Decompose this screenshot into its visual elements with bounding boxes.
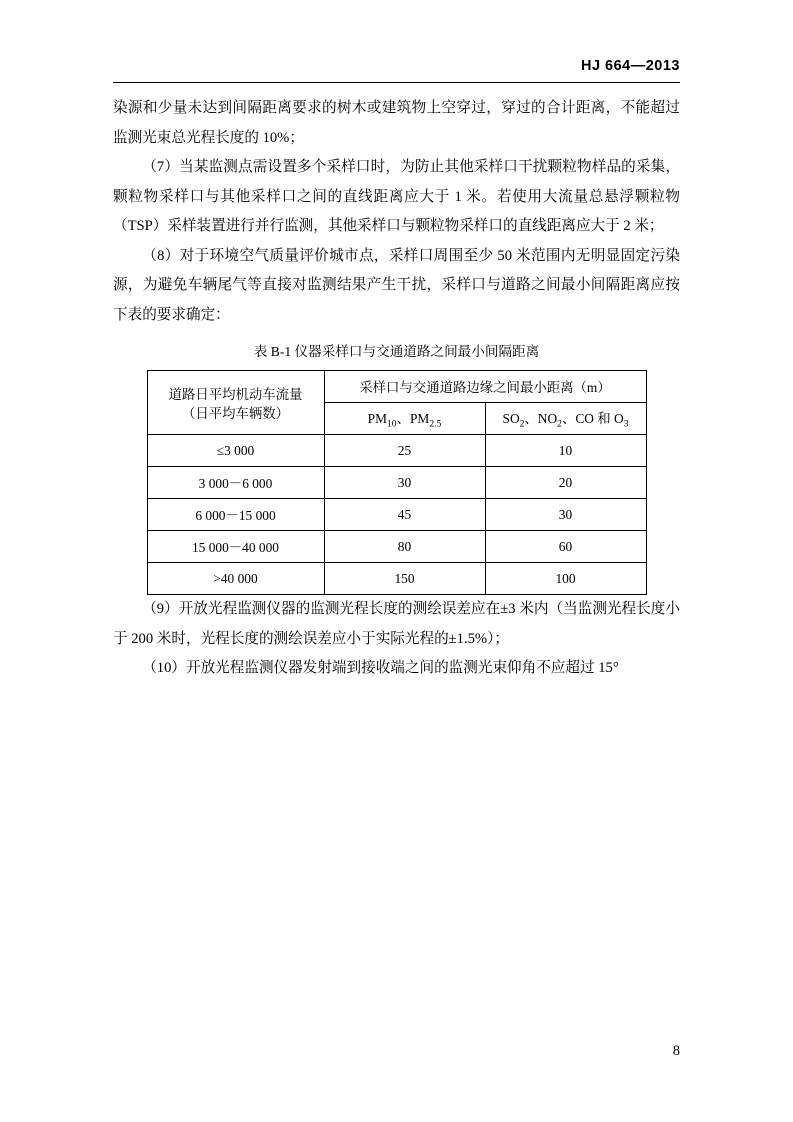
table-header-row-1 (147, 371, 646, 403)
cell-flow: ≤3 000 (147, 435, 324, 467)
table-row (147, 531, 646, 563)
table-row (147, 499, 646, 531)
paragraph-item-10: （10）开放光程监测仪器发射端到接收端之间的监测光束仰角不应超过 15° (142, 660, 619, 676)
cell-flow: 3 000－6 000 (147, 467, 324, 499)
cell-gas: 60 (485, 531, 646, 563)
cell-gas: 20 (485, 467, 646, 499)
cell-pm: 150 (324, 563, 485, 595)
table-header-distance-span: 采样口与交通道路边缘之间最小距离（m） (324, 371, 646, 403)
pm-label-b-sub: 2.5 (429, 418, 442, 430)
table-row (147, 563, 646, 595)
table-header-flow-line1: 道路日平均机动车流量 (168, 386, 303, 402)
cell-flow: 15 000－40 000 (147, 531, 324, 563)
header-divider (113, 82, 680, 83)
cell-pm: 30 (324, 467, 485, 499)
paragraph-item-9: （9）开放光程监测仪器的监测光程长度的测绘误差应在±3 米内（当监测光程长度小于 200 米时，光程长度的测绘误差应小于实际光程的±1.5%）； (113, 601, 680, 647)
cell-pm: 45 (324, 499, 485, 531)
pm-label-sep: 、 (396, 410, 410, 426)
page-header-standard-code: HJ 664—2013 (580, 58, 680, 74)
cell-flow: >40 000 (147, 563, 324, 595)
table-header-pm (324, 403, 485, 435)
table-header-gases: $SO_2$、$NO_2$、CO 和 $O_3$ (485, 403, 646, 435)
table-row (147, 435, 646, 467)
pm-label-b: PM (409, 410, 430, 426)
page-number: 8 (672, 1043, 680, 1059)
paragraph-continuation: 染源和少量未达到间隔距离要求的树木或建筑物上空穿过，穿过的合计距离，不能超过监测光束总光程长度的 10%； (113, 100, 680, 146)
distance-table (147, 370, 647, 595)
cell-flow: 6 000－15 000 (147, 499, 324, 531)
cell-pm: 80 (324, 531, 485, 563)
cell-pm: 25 (324, 435, 485, 467)
cell-gas: 30 (485, 499, 646, 531)
table-row (147, 467, 646, 499)
paragraph-item-8: （8）对于环境空气质量评价城市点，采样口周围至少 50 米范围内无明显固定污染源，为避免车辆尾气等直接对监测结果产生干扰，采样口与道路之间最小间隔距离应按下表的要求确定： (113, 247, 680, 323)
table-caption: 表 B-1 仪器采样口与交通道路之间最小间隔距离 (253, 344, 540, 359)
paragraph-item-7: （7）当某监测点需设置多个采样口时，为防止其他采样口干扰颗粒物样品的采集，颗粒物采样口与其他采样口之间的直线距离应大于 1 米。若使用大流量总悬浮颗粒物（TSP）采样装置进行并行监测，其他采样口与颗粒物采样口的直线距离应大于 2 米； (113, 159, 680, 234)
table-header-flow (147, 371, 324, 435)
pm-label-a-sub: 10 (387, 418, 397, 430)
table-header-flow-line2: （日平均车辆数） (181, 405, 290, 421)
cell-gas: 10 (485, 435, 646, 467)
cell-gas: 100 (485, 563, 646, 595)
pm-label-a: PM (367, 410, 387, 426)
page-content (113, 94, 680, 684)
